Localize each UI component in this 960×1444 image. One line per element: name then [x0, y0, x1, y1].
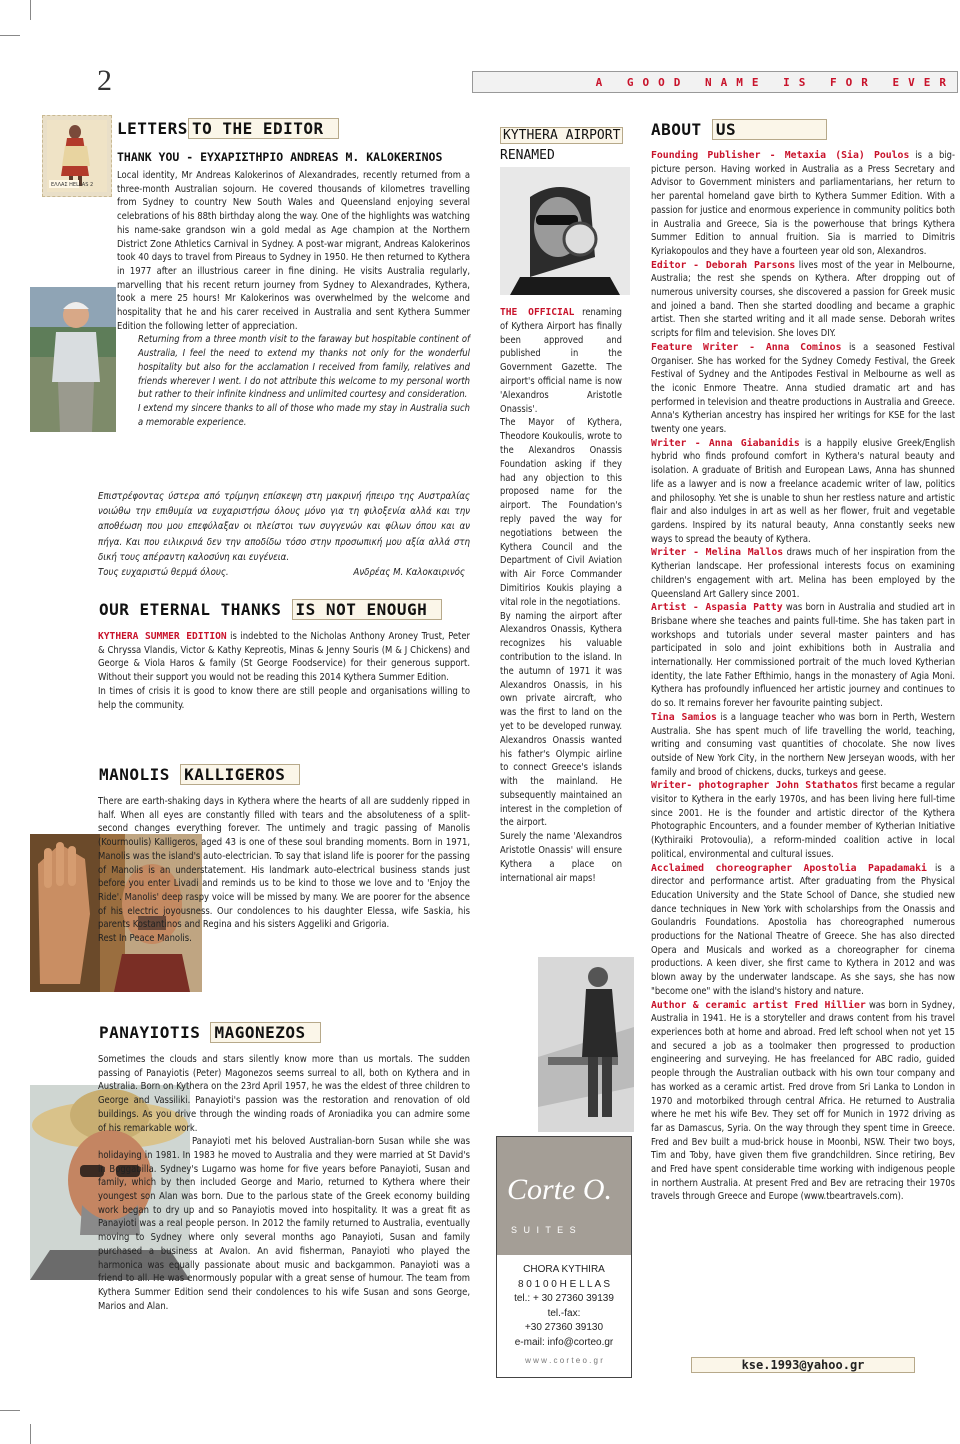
ad-logo-panel — [497, 1137, 631, 1255]
letters-greek-thanks: Τους ευχαριστώ θερμά όλους. — [98, 567, 229, 579]
about-item-text: is a happily elusive Greek/English hybrid who finds profound comfort in Kythera's natural beauty and isolation. A graduate of British and European Laws, Anna has shunned life as a lawyer and is now a freelance academic writer of law, politics and philosophy. Yet she is unable to shun her restless nature and artistic flair and also indulges in art as well as her flower, fruit and vegetable gardens. Inspired by its natural beauty, Anna constantly seeks new ways to spread the beauty of Kythera. — [651, 437, 955, 545]
about-item-name: Editor - Deborah Parsons — [651, 259, 796, 271]
page-number: 2 — [97, 64, 112, 97]
crop-mark — [0, 1410, 20, 1411]
about-item — [651, 862, 955, 999]
letters-p2: Returning from a three month visit to the faraway but hospitable continent of Australia, I feel the need to extend my thanks not only for the wonderful hospitality but also for the acclamation I received from family, relatives and friends wherever I went. I do not attribute this welcome to my personal worth but rather to their infinite kindness and unlimited courtesy and consideration. — [138, 334, 470, 401]
about-item-text: lives most of the year in Melbourne, Australia; the rest she spends on Kythera. After dropping out of numerous university courses, she discovered a passion for Greek music and joined a band. Then she started doodling and became a graphic artist. Then she started writing and it all made sense. Deborah writes scripts for film and television. She loves DIY. — [651, 259, 955, 340]
about-item-text: was born in Sydney, Australia in 1941. He is a storyteller and draws content from his travel experiences both at home and abroad. Fred left school when not yet 15 and secured a job as a toolmaker then progressed to production engineering and surveying. He has freelanced for ABC radio, guided people through the Australian outback with his own tour company and has worked as a ceramic artist. Fred drove from Sri Lanka to London in 1970 and motorbiked through central Africa. He returned to Australia where he met his wife Bev. They set off for Munich in 1972 driving as far as Damascus, Syria. On the way through they spent time in Greece. Fred and Bev built a mud-brick house in Moonbi, NSW. Their two boys, Tim and Toby, have given them five grandchildren. Since retiring, Bev and Fred have spent considerable time working with indigenous people in northern Australia. At present Fred and Bev are retracing their 1970s travels through Greece and Europe (www.tbeartravels.com). — [651, 999, 955, 1203]
thanks-heading-b: IS NOT ENOUGH — [292, 599, 443, 620]
panayiotis-heading — [99, 1023, 321, 1042]
about-item — [651, 546, 955, 601]
about-item-text: is a seasoned Festival Organiser. She has worked for the Sydney Comedy Festival, the Greek Festival of Sydney and the Antipodes Festival in Melbourne as well as the iconic Enmore Theatre. Anna studied dramatic art and has performed in television and theatre productions in Australia and Greece. Anna's Kytherian ancestry has inspired her writings for KSE for the last twenty one years. — [651, 341, 955, 436]
about-item — [651, 999, 955, 1205]
about-item — [651, 779, 955, 861]
thanks-p2: In times of crisis it is good to know there are still people and organisations willing to help the community. — [98, 685, 470, 711]
ad-email: e-mail: info@corteo.gr — [514, 1336, 614, 1348]
about-item-text: is a director and performance artist. After graduating from the Physical Education University and the State School of Dance, she studied new dance techniques in New York with scholarships from the Onassis and Goulandris Foundations. Apostolia has choreographed numerous productions for the National Theatre of Greece. She has also directed Opera and Musicals and worked as a choreographer for cinema productions. A keen diver, she first came to Kythera in 2012 and was blown away by the underwater landscape. As she says, she has now "become one" with the island's history and nature. — [651, 862, 955, 997]
about-heading — [651, 120, 827, 139]
letters-p1: Local identity, Mr Andreas Kalokerinos of Alexandrades, recently returned from a three-month Australian sojourn. He covered thousands of kilometres travelling from Sydney to country New South Wales and Queensland enjoying several celebrations of his 88th birthday along the way. One of the highlights was watching his name-sake grandson win a gold medal as Age champion at the Northern District Zone Athletics Carnival in Sydney. A post-war migrant, Andreas Kalokerinos took 40 days to travel from Pireaus to Sydney in 1950. He then returned to Kythera in 1977 after an illustrious career in fine dining. He visits Australia regularly, marvelling that his recent return journey from Sydney to Alexandrades, Kythera, took a mere 25 hours! Mr Kalokerinos was overwhelmed by the welcome and hospitality that he and his carer received in Australia and sent Kythera Summer Edition the following letter of appreciation. — [117, 170, 470, 332]
crop-mark — [0, 35, 20, 36]
airport-p1: renaming of Kythera Airport has finally been approved and published in the Government Gazette. The airport's official name is now 'Alexandros Aristotle Onassis'. — [500, 307, 622, 415]
panayiotis-p1: Sometimes the clouds and stars silently know more than us mortals. The sudden passing of Panayiotis (Peter) Magonezos seems surreal to all, both on Kythera and in Australia. Born on Kythera on the 23rd April 1957, he was the eldest of three children to George and Vassiliki. Panayioti's passion was the restoration and renovation of old buildings. As you drive through the winding roads of Aroniadika you can admire some of his remarkable work. — [98, 1054, 470, 1134]
airport-heading — [500, 126, 623, 166]
letters-heading-b: TO THE EDITOR — [188, 118, 339, 139]
panayiotis-heading-a: PANAYIOTIS — [99, 1023, 201, 1042]
ad-fax-label: tel.-fax: — [547, 1307, 581, 1319]
letters-body — [98, 169, 470, 429]
manolis-heading — [99, 765, 300, 784]
thanks-heading — [99, 600, 442, 619]
panayiotis-body — [98, 1053, 470, 1313]
about-item-text: draws much of her inspiration from the Kytherian landscape. Her professional interests focus on examining children's engagement with art. Melina has been employed by the Queensland Art Gallery since 2001. — [651, 547, 955, 600]
about-item-text: is a language teacher who was born in Perth, Western Australia. She has spent much of life travelling the world, teaching, writing and consuming vast quantities of chocolate. She now lives outside of New York City, in the northern New Jerseyan woods, with her family and brood of chickens, ducks, turkeys and geese. — [651, 711, 955, 778]
about-item-text: is a big-picture person. Having worked in Australia as a Press Secretary and Advisor to Government ministers and parliamentarians, her return to her parental homeland gave birth to Kythera Summer Edition. With a passion for justice and enormous experience in community politics both in Australia and Greece, Sia is the powerhouse that brings Kythera Summer Edition to annual fruition. Sia is married to Dimitris Kyriakopoulos and they have a fourteen year old son, Alexandros. — [651, 150, 955, 257]
letters-p3: I extend my sincere thanks to all of those who made my stay in Australia such a memorable experience. — [138, 402, 470, 428]
stamp-text: ΕΛΛΑΣ HELLAS 2 — [51, 182, 94, 188]
thanks-p1: is indebted to the Nicholas Anthony Aroney Trust, Peter & Chryssa Vlandis, Victor & Kathy Kepreotis, Minas & Jenny Souris (M & J Chickens) and George & Viola Haros & family (St George Foodservice) for their generous support. Without their support you would not be reading this 2014 Kythera Summer Edition. — [98, 631, 470, 684]
airport-p4: Surely the name 'Alexandros Aristotle Onassis' will ensure Kythera a place on international air maps! — [500, 831, 622, 884]
about-item-name: Writer- photographer John Stathatos — [651, 780, 859, 792]
airport-heading-a: KYTHERA AIRPORT — [500, 127, 623, 144]
about-item — [651, 437, 955, 547]
about-item — [651, 259, 955, 341]
airport-lead: THE OFFICIAL — [500, 307, 575, 318]
manolis-heading-a: MANOLIS — [99, 765, 170, 784]
letters-subheading: THANK YOU - ΕΥΧΑΡΙΣΤΗΡΙΟ ANDREAS M. KALOKERINOS — [117, 150, 443, 164]
letters-heading-a: LETTERS — [117, 119, 188, 138]
about-item-name: Acclaimed choreographer Apostolia Papadamaki — [651, 862, 927, 874]
letters-greek-text: Επιστρέφοντας ύστερα από τρίμηνη επίσκεψη στη μακρινή ήπειρο της Αυστραλίας νοιώθω την επιθυμία να ευχαριστήσω όλους μόνο για τη φιλοξενία αλλά και την αποθέωση που μου επεφύλαξαν οι πλείστοι των συγγενών και φίλων όπου και αν πήγα. Και που ειλικρινά δεν την αποδίδω τόσο στην προσωπική μου αξία αλλά στη δική τους απέραντη καλοσύνη και ευγένεια. — [98, 491, 470, 563]
letters-heading — [117, 119, 339, 138]
airport-body — [500, 306, 622, 885]
about-item-name: Founding Publisher - Metaxia (Sia) Poulos — [651, 150, 910, 161]
corteo-ad[interactable] — [496, 1136, 632, 1378]
panayiotis-p2: Panayioti met his beloved Australian-born Susan while she was holidaying in 1981. In 1983 he moved to Australia and they were married at St David's in Boggabilla. Sydney's Lugarno was home for five years before Panayioti, Susan and family, which by then included George and Mario, returned to Kythera where their youngest son Alan was born. Due to the parlous state of the Greek economy building work began to dry up and so Panayiotis moved into hospitality. It was a great fit as Panayioti was a real people person. In 2012 the family returned to Australia, eventually moving to Sydney where only several months ago Panayioti, Susan and family purchased a business at Avalon. An avid fisherman, Panayioti who played the harmonica was equally passionate about music and backgammon. Panayioti was a friend to all. He was enormously popular with a great sense of humour. The team from Kythera Summer Edition send their condolences to his wife Susan and sons George, Marios and Alan. — [98, 1136, 470, 1312]
about-email-text[interactable]: kse.1993@yahoo.gr — [691, 1357, 916, 1373]
airport-heading-b: RENAMED — [500, 148, 555, 163]
manolis-body — [98, 795, 470, 946]
about-item-text: was born in Australia and studied art in Brisbane where she teaches and paints full-time. She has taken part in workshops and tutorials under several master painters and has participated in solo and joint exhibitions both in Australia and internationally. Her commissioned portrait of the much loved Kytherian identity, the late Father Efthimio, hangs in the monastery of Agia Moni. Kythera has profoundly influenced her artistic journey and continues to do so. It remains forever her favourite painting subject. — [651, 602, 955, 710]
manolis-heading-b: KALLIGEROS — [180, 764, 300, 785]
crop-mark — [30, 1424, 31, 1444]
ad-line1: CHORA KYTHIRA — [523, 1264, 605, 1275]
about-email[interactable] — [651, 1358, 955, 1372]
panayiotis-heading-b: MAGONEZOS — [210, 1022, 320, 1043]
about-item-name: Writer - Anna Giabanidis — [651, 437, 800, 449]
about-item — [651, 711, 955, 780]
header-bar — [472, 71, 958, 93]
thanks-body — [98, 630, 470, 712]
about-item-name: Writer - Melina Mallos — [651, 547, 784, 559]
about-item — [651, 149, 955, 259]
ad-fax: +30 27360 39130 — [524, 1322, 604, 1333]
about-item-name: Tina Samios — [651, 711, 717, 723]
thanks-lead: KYTHERA SUMMER EDITION — [98, 631, 227, 642]
about-heading-b: US — [712, 119, 827, 140]
onassis-plane-photo — [538, 957, 634, 1132]
ad-phone: tel.: + 30 27360 39139 — [514, 1293, 614, 1304]
header-tagline: A GOOD NAME IS FOR EVER — [595, 76, 955, 89]
about-item-name: Artist - Aspasia Patty — [651, 602, 783, 614]
airport-p3: By naming the airport after Alexandros Onassis, Kythera recognizes his valuable contribution to the island. In the autumn of 1971 it was Alexandros Onassis, in his own private aircraft, who was the first to land on the yet to be developed runway. Alexandros Onassis wanted his father's Olympic airline to connect Greece's islands with the mainland. He subsequently maintained an interest in the completion of the airport. — [500, 610, 622, 829]
ad-suites: S U I T E S — [511, 1225, 578, 1235]
ad-line2: 8 0 1 0 0 H E L L A S — [517, 1278, 611, 1290]
ad-logo: Corte O. — [507, 1173, 612, 1206]
ad-website: w w w . c o r t e o . g r — [525, 1356, 603, 1365]
about-item — [651, 341, 955, 437]
manolis-p1: There are earth-shaking days in Kythera where the hearts of all are suddenly ripped in half. When all eyes are constantly filled with tears and the absoluteness of a split-second changes everything forever. The untimely and tragic passing of Manolis (Kourmoulis) Kalligeros, aged 43 is one of these soul branding moments. Born in 1971, Manolis was the island's auto-electrician. To say that island life is poorer for the passing of Manolis is an understatement. His landmark auto-electrical business stands just before you enter Livadi and reminds us to be kind to those we love and to 'Enjoy the Ride'. Manolis' deep raspy voice will be missed by many. We are poorer for the absence of his electric joyousness. Our condolences to his daughter Elessa, wife Saskia, his parents Kostantinos and Regina and his sisters Aggeliki and Grigoria. — [98, 796, 470, 931]
thanks-heading-a: OUR ETERNAL THANKS — [99, 600, 282, 619]
onassis-headset-photo — [500, 167, 630, 295]
about-item-name: Author & ceramic artist Fred Hillier — [651, 999, 866, 1011]
about-item — [651, 601, 955, 711]
crop-mark — [30, 0, 31, 20]
letters-greek-signature: Ανδρέας Μ. Καλοκαιρινός — [353, 567, 465, 579]
airport-p2: The Mayor of Kythera, Theodore Koukoulis, wrote to the Alexandros Onassis Foundation asking if they had any objection to this proposed name for the airport. The Foundation's reply paved the way for negotiations between the Kythera Council and the Department of Civil Aviation with Air Force Commander Dimitirios Koukis playing a vital role in the negotiations. — [500, 417, 622, 608]
letters-greek — [98, 489, 470, 580]
about-item-name: Feature Writer - Anna Cominos — [651, 341, 842, 353]
manolis-p2: Rest In Peace Manolis. — [98, 933, 192, 945]
about-list — [651, 149, 955, 1204]
about-heading-a: ABOUT — [651, 120, 702, 139]
about-item-text: first became a regular visitor to Kythera in the early 1970s, and has been living here full-time since 2001. He is the founder and artistic director of the Kythera Photographic Encounters, and a founder member of Kytherian Initiative (Kythiraiki Protovoulia), a reform-minded coalition active in local political, environmental and cultural issues. — [651, 780, 955, 860]
